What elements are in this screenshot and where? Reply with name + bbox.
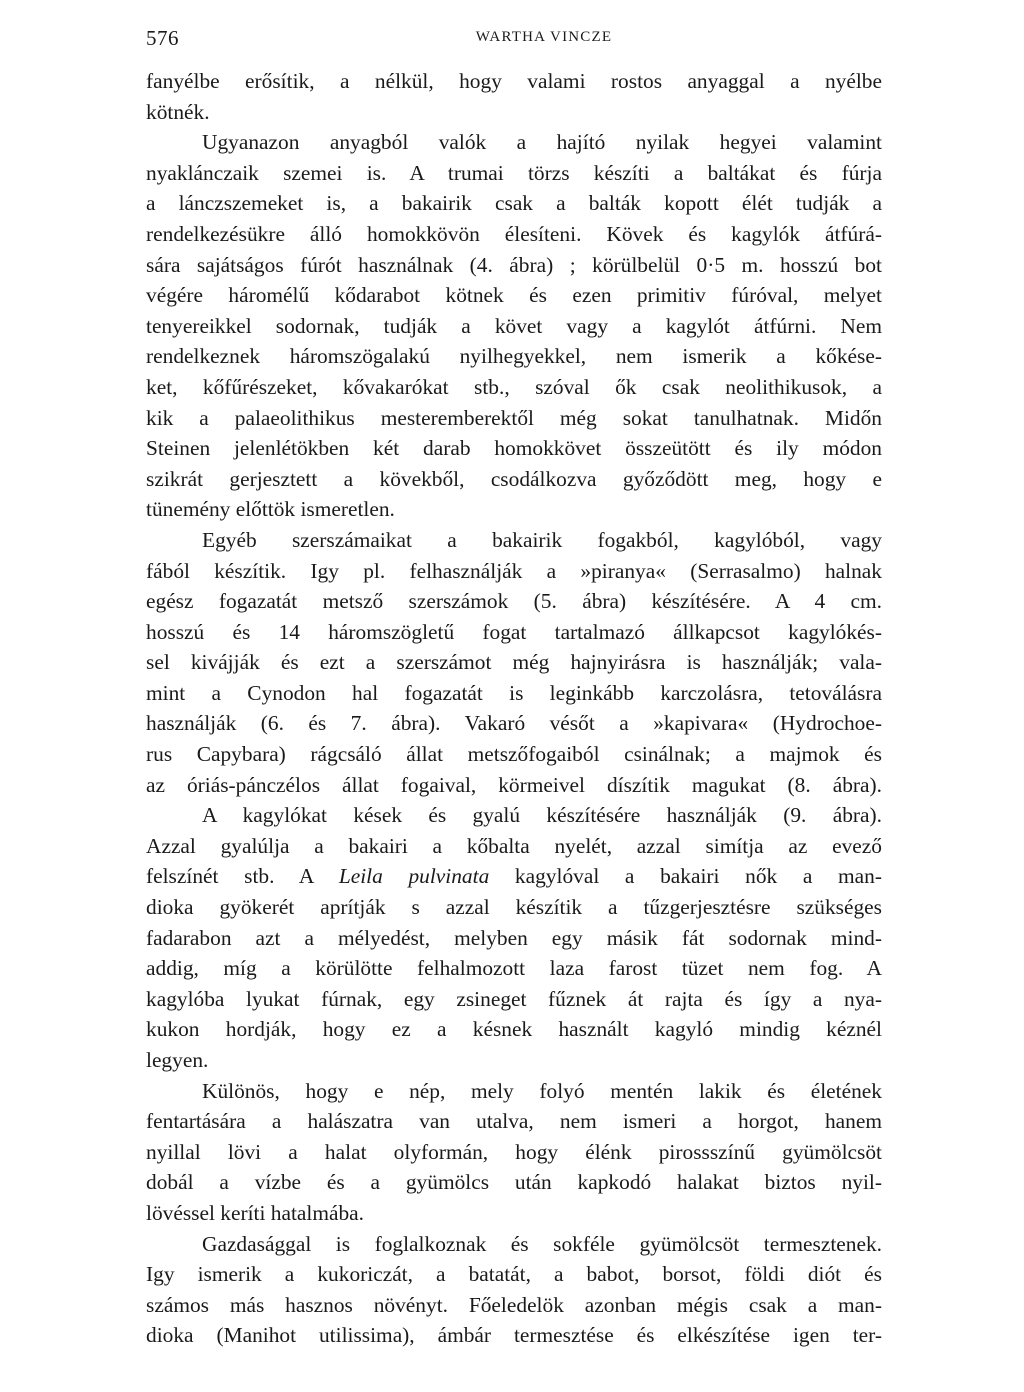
text-line: Azzal gyalúlja a bakairi a kőbalta nyelét, azzal simítja az evező [146, 833, 882, 858]
text-line: Ugyanazon anyagból valók a hajító nyilak hegyei valamint [202, 130, 882, 155]
text-line: Egyéb szerszámaikat a bakairik fogakból, kagylóból, vagy [202, 527, 882, 552]
text-line: rus Capybara) rágcsáló állat metszőfogaiból csinálnak; a majmok és [146, 742, 882, 767]
text-line: dioka (Manihot utilissima), ámbár termesztése és elkészítése igen ter- [146, 1323, 882, 1348]
text-segment: kagylóval a bakairi nők a man- [489, 864, 882, 889]
text-line: az óriás-pánczélos állat fogaival, körmeivel díszítik magukat (8. ábra). [146, 772, 882, 797]
text-line: rendelkezésükre álló homokkövön élesíteni. Kövek és kagylók átfúrá- [146, 221, 882, 246]
text-line: használják (6. és 7. ábra). Vakaró vésőt a »kapivara« (Hydrochoe- [146, 711, 882, 736]
text-line: egész fogazatát metsző szerszámok (5. ábra) készítésére. A 4 cm. [146, 589, 882, 614]
text-line: szikrát gerjesztett a kövekből, csodálkozva győződött meg, hogy e [146, 466, 882, 491]
species-name: Leila pulvinata [338, 864, 490, 889]
text-line: nyaklánczaik szemei is. A trumai törzs készíti a baltákat és fúrja [146, 160, 882, 185]
text-line: sel kivájják és ezt a szerszámot még hajnyirásra is használják; vala- [146, 650, 882, 675]
text-line: kötnék. [146, 99, 210, 124]
text-segment: felszínét stb. A [146, 864, 339, 889]
text-line: tünemény előttök ismeretlen. [146, 497, 395, 522]
text-line: Különös, hogy e nép, mely folyó mentén lakik és életének [202, 1078, 882, 1103]
text-line: legyen. [146, 1048, 209, 1072]
text-line: kagylóba lyukat fúrnak, egy zsineget fűznek át rajta és így a nya- [146, 986, 882, 1011]
text-line: addig, míg a körülötte felhalmozott laza farost tüzet nem fog. A [146, 956, 882, 981]
text-line: rendelkeznek háromszögalakú nyilhegyekkel, nem ismerik a kőkése- [146, 344, 882, 369]
text-line: Steinen jelenlétökben két darab homokkövet összeütött és ily módon [146, 436, 882, 461]
page-header [146, 26, 882, 56]
text-line: ket, kőfűrészeket, kővakarókat stb., szóval ők csak neolithikusok, a [146, 374, 882, 399]
text-line: dobál a vízbe és a gyümölcs után kapkodó halakat biztos nyil- [146, 1170, 882, 1195]
text-line: A kagylókat kések és gyalú készítésére használják (9. ábra). [202, 803, 882, 828]
text-line: fanyélbe erősítik, a nélkül, hogy valami rostos anyaggal a nyélbe [146, 69, 882, 93]
text-line: mint a Cynodon hal fogazatát is leginkább karczolásra, tetoválásra [146, 680, 882, 705]
running-head: WARTHA VINCZE [475, 29, 613, 45]
text-line: kukon hordják, hogy ez a késnek használt kagyló mindig kéznél [146, 1017, 882, 1042]
text-line: dioka gyökerét aprítják s azzal készítik a tűzgerjesztésre szükséges [146, 895, 882, 920]
text-line: lövéssel keríti hatalmába. [146, 1200, 364, 1225]
text-line: tenyereikkel sodornak, tudják a követ vagy a kagylót átfúrni. Nem [146, 313, 882, 338]
text-line: sára sajátságos fúrót használnak (4. ábra) ; körülbelül 0·5 m. hosszú bot [146, 252, 882, 277]
text-line: Igy ismerik a kukoriczát, a batatát, a babot, borsot, földi diót és [146, 1262, 882, 1287]
body-text [146, 66, 882, 1351]
text-line: hosszú és 14 háromszögletű fogat tartalmazó állkapcsot kagylókés- [146, 619, 882, 644]
text-line: fából készítik. Igy pl. felhasználják a »piranya« (Serrasalmo) halnak [146, 558, 882, 583]
text-line: nyillal lövi a halat olyformán, hogy élénk pirossszínű gyümölcsöt [146, 1139, 882, 1164]
text-line: számos más hasznos növényt. Főeledelök azonban mégis csak a man- [146, 1292, 882, 1317]
text-line [146, 861, 882, 892]
text-line: a lánczszemeket is, a bakairik csak a balták kopott élét tudják a [146, 191, 882, 216]
text-line: fentartására a halászatra van utalva, nem ismeri a horgot, hanem [146, 1109, 882, 1134]
text-line: fadarabon azt a mélyedést, melyben egy másik fát sodornak mind- [146, 925, 882, 950]
text-line: kik a palaeolithikus mesteremberektől még sokat tanulhatnak. Midőn [146, 405, 882, 430]
text-line: végére háromélű kődarabot kötnek és ezen primitiv fúróval, melyet [146, 283, 882, 308]
text-line: Gazdasággal is foglalkoznak és sokféle gyümölcsöt termesztenek. [202, 1231, 882, 1256]
page-number: 576 [146, 26, 179, 50]
